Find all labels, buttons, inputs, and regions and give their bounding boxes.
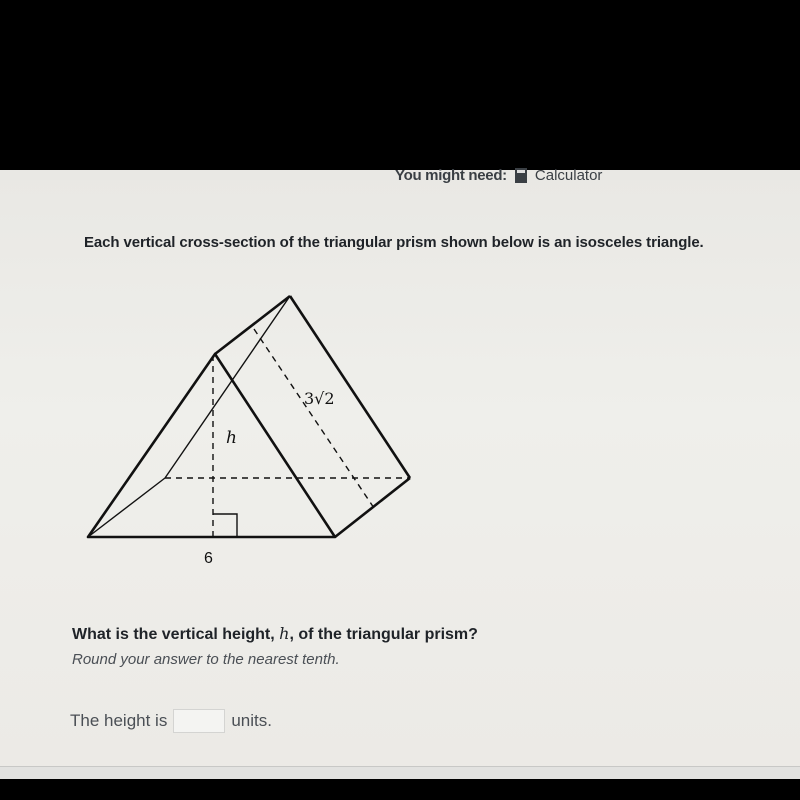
- question-prefix: What is the vertical height,: [72, 626, 280, 643]
- top-ridge-edge: [215, 296, 290, 354]
- question-variable: h: [279, 624, 290, 643]
- base-label: 6: [204, 550, 213, 567]
- back-left-edge: [165, 296, 290, 478]
- right-angle-mark: [213, 514, 237, 537]
- bottom-right-edge: [335, 478, 410, 537]
- slant-midline: [254, 329, 374, 508]
- height-label: h: [226, 428, 237, 448]
- calculator-link[interactable]: Calculator: [534, 166, 603, 184]
- slant-label: 3√2: [304, 389, 335, 408]
- answer-row: [70, 707, 272, 735]
- tools-prompt: You might need:: [395, 166, 507, 184]
- bottom-left-edge: [88, 478, 165, 537]
- rounding-instruction: Round your answer to the nearest tenth.: [72, 651, 340, 668]
- question-text: [72, 624, 478, 644]
- back-right-edge: [290, 296, 410, 478]
- problem-intro: Each vertical cross-section of the triangular prism shown below is an isosceles triangle.: [84, 234, 704, 251]
- front-triangle: [88, 354, 335, 537]
- answer-prefix: The height is: [70, 711, 168, 730]
- answer-units: units.: [231, 711, 272, 730]
- question-suffix: , of the triangular prism?: [289, 626, 478, 643]
- height-answer-input[interactable]: [173, 709, 225, 733]
